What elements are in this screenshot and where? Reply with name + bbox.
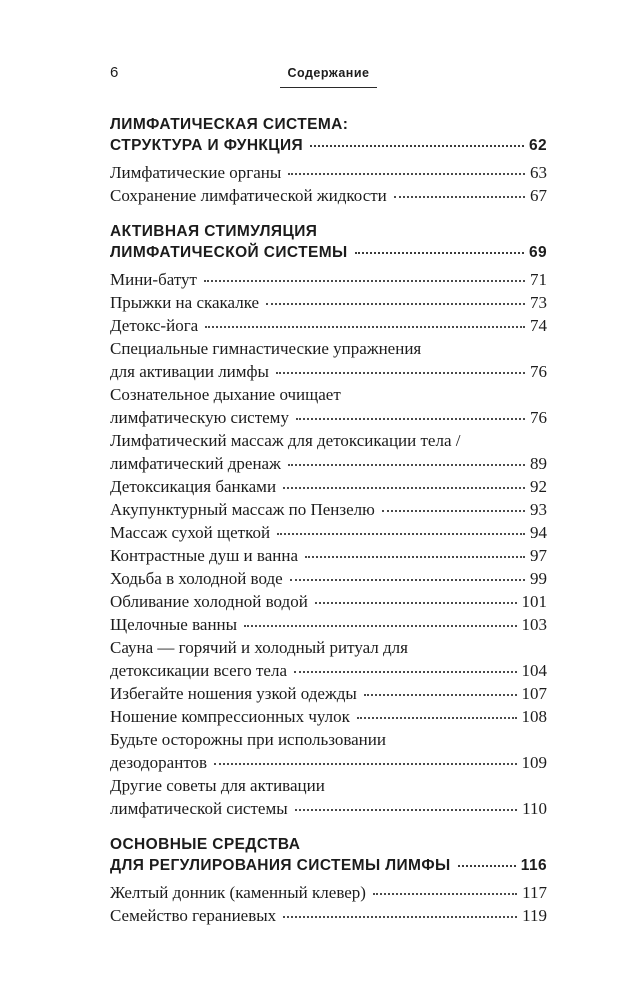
toc-entry-title: дезодорантов — [110, 753, 208, 772]
toc-line — [110, 590, 547, 613]
toc-entry-title: Детоксикация банками — [110, 477, 277, 496]
running-header-title: Содержание — [280, 64, 376, 88]
dot-leader — [394, 196, 525, 198]
toc-entry — [110, 682, 547, 705]
dot-leader — [373, 893, 517, 895]
toc-entry — [110, 498, 547, 521]
toc-line — [110, 184, 547, 207]
toc-entry-title: Лимфатический массаж для детоксикации тела / — [110, 431, 461, 450]
toc-entry-title: ОСНОВНЫЕ СРЕДСТВА — [110, 836, 301, 853]
dot-leader — [305, 556, 525, 558]
toc-entry — [110, 337, 547, 383]
toc-entry-title: Акупунктурный массаж по Пензелю — [110, 500, 375, 519]
toc-entry-title: Желтый донник (каменный клевер) — [110, 883, 366, 902]
toc-entry-title: Сознательное дыхание очищает — [110, 385, 341, 404]
toc-line — [110, 904, 547, 927]
toc-line — [110, 797, 547, 820]
toc-line — [110, 636, 547, 659]
dot-leader — [277, 533, 525, 535]
toc-entry-title: ДЛЯ РЕГУЛИРОВАНИЯ СИСТЕМЫ ЛИМФЫ — [110, 857, 451, 874]
toc-entry — [110, 636, 547, 682]
toc-page-number: 76 — [530, 362, 547, 381]
toc-entry-title: Лимфатические органы — [110, 163, 282, 182]
toc-entry — [110, 728, 547, 774]
toc-page-number: 107 — [521, 684, 547, 703]
toc-entry-title: Щелочные ванны — [110, 615, 238, 634]
dot-leader — [204, 280, 525, 282]
dot-leader — [315, 602, 517, 604]
toc-line — [110, 221, 547, 242]
toc-page-number: 67 — [530, 186, 547, 205]
toc-entry-title: Избегайте ношения узкой одежды — [110, 684, 357, 703]
toc-line — [110, 383, 547, 406]
toc-entry-title: ЛИМФАТИЧЕСКОЙ СИСТЕМЫ — [110, 244, 348, 261]
toc-line — [110, 475, 547, 498]
toc-entry — [110, 590, 547, 613]
toc-line — [110, 834, 547, 855]
toc-line — [110, 242, 547, 263]
toc-line — [110, 567, 547, 590]
toc-line — [110, 774, 547, 797]
toc-entry-title: Обливание холодной водой — [110, 592, 308, 611]
toc-section-heading — [110, 221, 547, 263]
toc-line — [110, 406, 547, 429]
toc-line — [110, 613, 547, 636]
toc-entry-title: Другие советы для активации — [110, 776, 325, 795]
toc-entry — [110, 881, 547, 904]
dot-leader — [364, 694, 517, 696]
dot-leader — [288, 173, 525, 175]
toc-page-number: 76 — [530, 408, 547, 427]
toc-entry — [110, 774, 547, 820]
toc-page-number: 101 — [521, 592, 547, 611]
toc-line — [110, 161, 547, 184]
page-header — [110, 64, 547, 90]
toc-entry-title: Семейство гераниевых — [110, 906, 277, 925]
toc-entry — [110, 904, 547, 927]
toc-entry-title: лимфатическую систему — [110, 408, 289, 427]
toc-entry — [110, 429, 547, 475]
dot-leader — [355, 252, 524, 254]
toc-entry-title: лимфатической системы — [110, 799, 288, 818]
dot-leader — [458, 865, 516, 867]
toc-section-heading — [110, 114, 547, 156]
toc-line — [110, 751, 547, 774]
toc-page-number: 62 — [528, 137, 547, 154]
toc-entry-title: детоксикации всего тела — [110, 661, 287, 680]
dot-leader — [296, 418, 525, 420]
toc-page-number: 109 — [521, 753, 547, 772]
toc-page-number: 94 — [530, 523, 547, 542]
toc-line — [110, 682, 547, 705]
toc-page-number: 89 — [530, 454, 547, 473]
toc-line — [110, 268, 547, 291]
toc-entry — [110, 314, 547, 337]
page-number: 6 — [110, 64, 119, 81]
toc-line — [110, 429, 547, 452]
toc-entry — [110, 184, 547, 207]
toc-page-number: 108 — [521, 707, 547, 726]
toc-page-number: 97 — [530, 546, 547, 565]
toc-line — [110, 705, 547, 728]
dot-leader — [357, 717, 517, 719]
toc-entry-title: Контрастные душ и ванна — [110, 546, 298, 565]
toc-line — [110, 498, 547, 521]
toc-entry — [110, 268, 547, 291]
toc-line — [110, 135, 547, 156]
toc-entry — [110, 291, 547, 314]
toc-page-number: 92 — [530, 477, 547, 496]
toc-entry — [110, 161, 547, 184]
dot-leader — [290, 579, 525, 581]
toc-page-number: 110 — [522, 799, 547, 818]
toc-entry-title: Специальные гимнастические упражнения — [110, 339, 422, 358]
toc-line — [110, 360, 547, 383]
toc-line — [110, 521, 547, 544]
dot-leader — [382, 510, 525, 512]
toc-entry — [110, 705, 547, 728]
toc-line — [110, 314, 547, 337]
toc-entry — [110, 544, 547, 567]
toc-line — [110, 452, 547, 475]
toc-entry — [110, 521, 547, 544]
dot-leader — [205, 326, 525, 328]
dot-leader — [294, 671, 517, 673]
toc-entry-title: Сауна — горячий и холодный ритуал для — [110, 638, 408, 657]
toc-page-number: 63 — [530, 163, 547, 182]
toc-entry-title: Детокс-йога — [110, 316, 199, 335]
toc-line — [110, 114, 547, 135]
toc-entry-title: Ходьба в холодной воде — [110, 569, 283, 588]
dot-leader — [244, 625, 516, 627]
toc-page-number: 69 — [528, 244, 547, 261]
toc-entry-title: СТРУКТУРА И ФУНКЦИЯ — [110, 137, 304, 154]
dot-leader — [283, 487, 525, 489]
toc-line — [110, 544, 547, 567]
toc-line — [110, 728, 547, 751]
dot-leader — [214, 763, 516, 765]
toc-entry-title: АКТИВНАЯ СТИМУЛЯЦИЯ — [110, 223, 318, 240]
toc-page-number: 99 — [530, 569, 547, 588]
toc-line — [110, 659, 547, 682]
toc-entry — [110, 383, 547, 429]
toc-line — [110, 291, 547, 314]
dot-leader — [295, 809, 517, 811]
toc-page-number: 74 — [530, 316, 547, 335]
toc-page-number: 116 — [520, 857, 547, 874]
toc-entry-title: для активации лимфы — [110, 362, 269, 381]
toc-page-number: 103 — [521, 615, 547, 634]
toc-page-number: 73 — [530, 293, 547, 312]
toc-entry-title: Мини-батут — [110, 270, 197, 289]
dot-leader — [310, 145, 524, 147]
toc-page-number: 117 — [522, 883, 547, 902]
toc-line — [110, 881, 547, 904]
toc-entry — [110, 475, 547, 498]
toc-entry-title: лимфатический дренаж — [110, 454, 281, 473]
toc-list — [110, 114, 547, 927]
toc-page-number: 104 — [521, 661, 547, 680]
toc-entry-title: Сохранение лимфатической жидкости — [110, 186, 387, 205]
toc-entry-title: ЛИМФАТИЧЕСКАЯ СИСТЕМА: — [110, 116, 349, 133]
toc-entry-title: Будьте осторожны при использовании — [110, 730, 386, 749]
dot-leader — [283, 916, 517, 918]
toc-page-number: 93 — [530, 500, 547, 519]
toc-line — [110, 337, 547, 360]
toc-entry-title: Ношение компрессионных чулок — [110, 707, 350, 726]
toc-entry — [110, 613, 547, 636]
toc-section-heading — [110, 834, 547, 876]
toc-page-number: 71 — [530, 270, 547, 289]
dot-leader — [266, 303, 525, 305]
dot-leader — [288, 464, 525, 466]
toc-line — [110, 855, 547, 876]
toc-page-number: 119 — [522, 906, 547, 925]
toc-entry — [110, 567, 547, 590]
dot-leader — [276, 372, 525, 374]
toc-entry-title: Прыжки на скакалке — [110, 293, 260, 312]
toc-entry-title: Массаж сухой щеткой — [110, 523, 271, 542]
